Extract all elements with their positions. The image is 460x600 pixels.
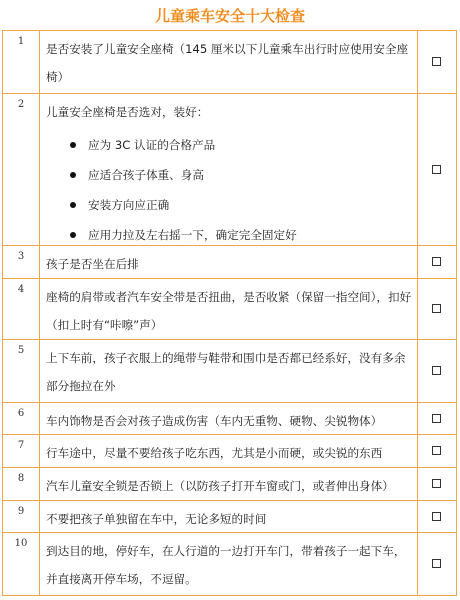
bullet-text: 应适合孩子体重、身高 (88, 168, 204, 182)
checklist-table (2, 30, 457, 596)
row-text: 上下车前，孩子衣服上的绳带与鞋带和围巾是否都已经系好，没有多余部分拖拉在外 (40, 340, 418, 402)
row-number: 8 (3, 468, 40, 500)
row-number: 1 (3, 31, 40, 93)
row-number: 6 (3, 403, 40, 434)
table-row (3, 468, 456, 501)
bullet-icon (70, 142, 76, 148)
table-row (3, 31, 456, 94)
row-text: 汽车儿童安全锁是否锁上（以防孩子打开车窗或门，或者伸出身体） (40, 468, 418, 500)
row-number: 5 (3, 340, 40, 402)
row-number: 9 (3, 501, 40, 532)
checkbox[interactable] (418, 279, 456, 339)
checkbox[interactable] (418, 533, 456, 595)
table-row (3, 246, 456, 279)
page-title: 儿童乘车安全十大检查 (154, 7, 305, 25)
row-number: 7 (3, 435, 40, 467)
row-number: 2 (3, 94, 40, 245)
list-item (46, 160, 413, 190)
row-number: 10 (3, 533, 40, 595)
checkbox[interactable] (418, 435, 456, 467)
row-text: 孩子是否坐在后排 (40, 246, 418, 278)
row-text: 座椅的肩带或者汽车安全带是否扭曲，是否收紧（保留一指空间），扣好（扣上时有“咔嚓”声） (40, 279, 418, 339)
table-row (3, 340, 456, 403)
table-row (3, 94, 456, 246)
bullet-icon (70, 172, 76, 178)
checkbox[interactable] (418, 468, 456, 500)
checkbox[interactable] (418, 246, 456, 278)
row-number: 4 (3, 279, 40, 339)
row-text: 到达目的地，停好车，在人行道的一边打开车门，带着孩子一起下车，并直接离开停车场，不逗留。 (40, 533, 418, 595)
row-text: 不要把孩子单独留在车中，无论多短的时间 (40, 501, 418, 532)
list-item (46, 190, 413, 220)
row-text-block (40, 94, 418, 245)
bullet-icon (70, 232, 76, 238)
checkbox[interactable] (418, 501, 456, 532)
row-number: 3 (3, 246, 40, 278)
bullet-text: 安装方向应正确 (88, 198, 170, 212)
row-text: 车内饰物是否会对孩子造成伤害（车内无重物、硬物、尖锐物体） (40, 403, 418, 434)
list-item (46, 220, 413, 250)
bullet-list (46, 130, 413, 250)
table-row (3, 435, 456, 468)
bullet-text: 应为 3C 认证的合格产品 (88, 138, 216, 152)
list-item (46, 130, 413, 160)
checkbox[interactable] (418, 403, 456, 434)
row-text: 行车途中，尽量不要给孩子吃东西，尤其是小而硬，或尖锐的东西 (40, 435, 418, 467)
bullet-icon (70, 202, 76, 208)
bullet-text: 应用力拉及左右摇一下，确定完全固定好 (88, 228, 297, 242)
checkbox[interactable] (418, 94, 456, 245)
table-row (3, 279, 456, 340)
row-text: 儿童安全座椅是否选对，装好： (46, 105, 209, 119)
checkbox[interactable] (418, 31, 456, 93)
checkbox[interactable] (418, 340, 456, 402)
table-row (3, 403, 456, 435)
row-text: 是否安装了儿童安全座椅（145 厘米以下儿童乘车出行时应使用安全座椅） (40, 31, 418, 93)
table-row (3, 501, 456, 533)
table-row (3, 533, 456, 595)
